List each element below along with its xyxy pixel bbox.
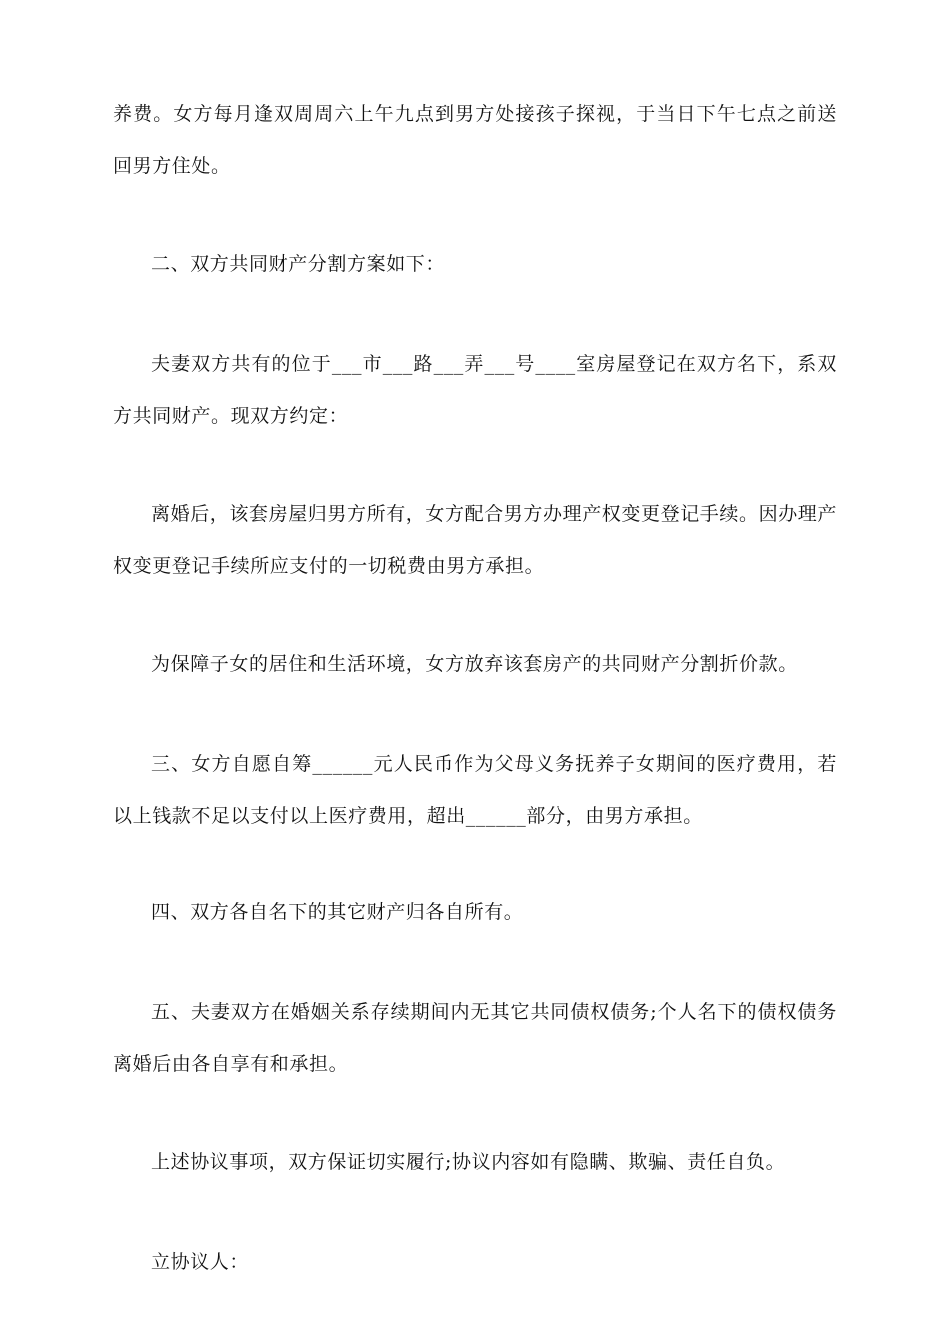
paragraph-house-ownership: 离婚后，该套房屋归男方所有，女方配合男方办理产权变更登记手续。因办理产权变更登记手续所应支付的一切税费由男方承担。 bbox=[113, 503, 838, 577]
paragraph-commitment: 上述协议事项，双方保证切实履行;协议内容如有隐瞒、欺骗、责任自负。 bbox=[151, 1151, 786, 1173]
paragraph-signatory: 立协议人： bbox=[151, 1251, 250, 1273]
paragraph-section-three-medical: 三、女方自愿自筹______元人民币作为父母义务抚养子女期间的医疗费用，若以上钱款不足以支付以上医疗费用，超出______部分，由男方承担。 bbox=[113, 753, 837, 827]
paragraph-joint-property: 夫妻双方共有的位于___市___路___弄___号____室房屋登记在双方名下，系双方共同财产。现双方约定： bbox=[113, 353, 837, 427]
paragraph-visitation-continued: 养费。女方每月逢双周周六上午九点到男方处接孩子探视，于当日下午七点之前送回男方住处。 bbox=[113, 103, 837, 177]
paragraph-section-four-property: 四、双方各自名下的其它财产归各自所有。 bbox=[151, 901, 524, 923]
paragraph-section-two-heading: 二、双方共同财产分割方案如下： bbox=[151, 253, 446, 275]
paragraph-waive-compensation: 为保障子女的居住和生活环境，女方放弃该套房产的共同财产分割折价款。 bbox=[151, 653, 798, 675]
paragraph-section-five-debts: 五、夫妻双方在婚姻关系存续期间内无其它共同债权债务;个人名下的债权债务离婚后由各自享有和承担。 bbox=[113, 1001, 837, 1075]
